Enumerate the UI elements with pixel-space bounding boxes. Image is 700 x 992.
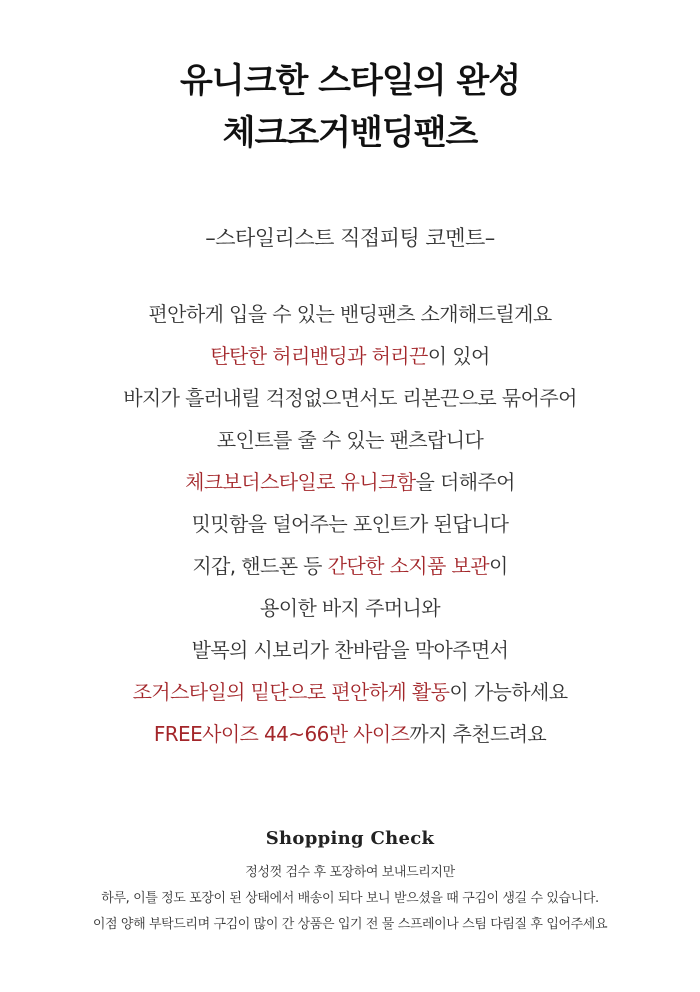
- comment-text: 용이한 바지 주머니와: [260, 596, 440, 620]
- comment-text: 밋밋함을 덜어주는 포인트가 된답니다: [191, 512, 509, 536]
- comment-highlight: 탄탄한 허리밴딩과 허리끈: [210, 344, 428, 368]
- comment-line: [0, 724, 700, 744]
- stylist-comment-heading: –스타일리스트 직접피팅 코멘트–: [205, 226, 495, 250]
- comment-text: 이 가능하세요: [449, 680, 568, 704]
- comment-line: [0, 556, 700, 576]
- comment-line: [0, 514, 700, 534]
- comment-line: [0, 346, 700, 366]
- comment-text: 이 있어: [427, 344, 490, 368]
- comment-text: 포인트를 줄 수 있는 팬츠랍니다: [216, 428, 484, 452]
- shopping-check-line: 정성껏 검수 후 포장하여 보내드리지만: [245, 865, 455, 880]
- comment-line: [0, 472, 700, 492]
- comment-text: 지갑, 핸드폰 등: [192, 554, 328, 578]
- comment-highlight: 조거스타일의 밑단으로 편안하게 활동: [132, 680, 450, 704]
- comment-text: 편안하게 입을 수 있는 밴딩팬츠 소개해드릴게요: [148, 302, 552, 326]
- shopping-check-line: 하루, 이틀 정도 포장이 된 상태에서 배송이 되다 보니 받으셨을 때 구김이 생길 수 있습니다.: [101, 891, 599, 906]
- page-title-line-1: 유니크한 스타일의 완성: [179, 61, 521, 101]
- comment-highlight: 간단한 소지품 보관: [327, 554, 489, 578]
- comment-line: [0, 682, 700, 702]
- comment-line: [0, 304, 700, 324]
- shopping-check-line: 이점 양해 부탁드리며 구김이 많이 간 상품은 입기 전 물 스프레이나 스팀 다림질 후 입어주세요: [92, 917, 608, 932]
- comment-highlight: 체크보더스타일로 유니크함: [185, 470, 416, 494]
- comment-highlight: FREE사이즈 44~66반 사이즈: [153, 722, 410, 746]
- shopping-check-heading: Shopping Check: [265, 828, 435, 849]
- comment-text: 을 더해주어: [415, 470, 515, 494]
- comment-line: [0, 430, 700, 450]
- comment-text: 발목의 시보리가 찬바람을 막아주면서: [191, 638, 509, 662]
- comment-text: 까지 추천드려요: [409, 722, 547, 746]
- page-title-line-2: 체크조거밴딩팬츠: [222, 113, 478, 153]
- comment-line: [0, 598, 700, 618]
- comment-line: [0, 640, 700, 660]
- comment-text: 바지가 흘러내릴 걱정없으면서도 리본끈으로 묶어주어: [123, 386, 577, 410]
- comment-line: [0, 388, 700, 408]
- comment-text: 이: [488, 554, 508, 578]
